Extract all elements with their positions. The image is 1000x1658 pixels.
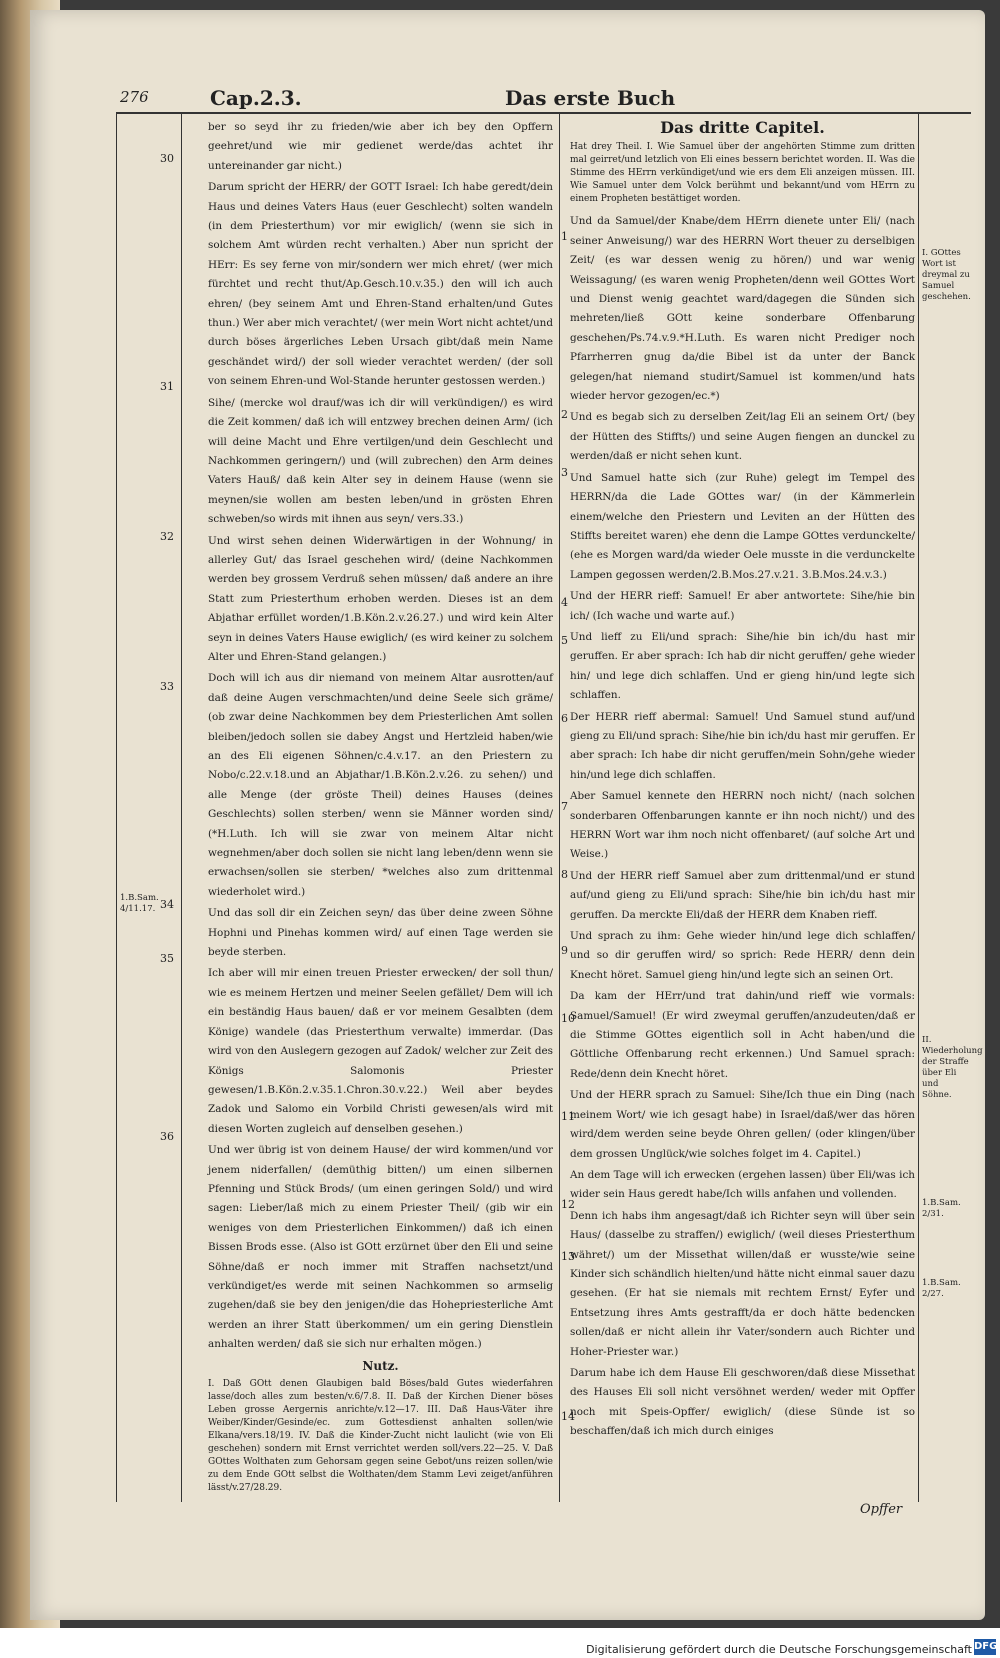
verse-number: 36 [160, 1130, 174, 1143]
paragraph: Und lieff zu Eli/und sprach: Sihe/hie bin ich/du hast mir geruffen. Er aber sprach: Ich hab dir nicht geruffen/ gehe wieder hin/ und lege dich schlaffen. Und er gieng hin/und legte sich schlaffen. [570, 630, 915, 702]
paragraph: ber so seyd ihr zu frieden/wie aber ich bey den Opffern geehret/und wie mir gedienet werde/das achtet ihr untereinander gar nicht.) [208, 121, 553, 172]
paragraph: Darum habe ich dem Hause Eli geschworen/daß diese Missethat des Hauses Eli soll nicht versöhnet werden/ weder mit Opffer noch mit Speis-Opffer/ ewiglich/ (diese Sünde ist so beschaffen/daß ich mich durch einiges [570, 1366, 915, 1438]
chapter-reference: Cap.2.3. [210, 86, 302, 110]
paragraph: Und der HERR sprach zu Samuel: Sihe/Ich thue ein Ding (nach meinem Wort/ wie ich gesagt habe) in Israel/daß/wer das hören wird/dem werden seine beyde Ohren gellen/ (oder klingen/über dem grossen Unglück/wie solches folget im 4. Capitel.) [570, 1089, 915, 1160]
left-border-rule [116, 112, 117, 1502]
paragraph: Darum spricht der HERR/ der GOTT Israel: Ich habe geredt/dein Haus und deines Vaters Haus (euer Geschlecht) solten wandeln (in dem Priesterthum) vor mir ewiglich/ (wenn sie sich in solchem Amt würden recht verhalten.) Aber nun spricht der HErr: Es sey ferne von mir/sondern wer mich ehret/ (wer mich fürchtet und recht thut/Ap.Gesch.10.v.35.) den will ich auch ehren/ (bey seinem Amt und Ehren-Stand erhalten/und Gutes thun.) Wer aber mich verachtet/ (wer mein Wort nicht achtet/und durch böses ärgerliches Leben Ursach gibt/daß mein Name geschändet wird/) der soll wieder verachtet werden/ (der soll von seinem Ehren-und Wol-Stande herunter gestossen werden.) [208, 181, 553, 388]
verse-number: 35 [160, 952, 174, 965]
paragraph: Aber Samuel kennete den HERRN noch nicht/ (nach solchen sonderbaren Offenbarungen kannte er ihn noch nicht/) und des HERRN Wort war ihm noch nicht offenbaret/ (auf solche Art und Weise.) [570, 790, 915, 861]
dfg-logo: DFG [974, 1639, 996, 1655]
paragraph: An dem Tage will ich erwecken (ergehen lassen) über Eli/was ich wider sein Haus geredt habe/Ich wills anfahen und vollenden. [570, 1168, 915, 1201]
verse-number: 13 [561, 1250, 575, 1263]
catchword: Opffer [860, 1502, 903, 1517]
verse-number: 14 [561, 1410, 575, 1423]
verse-number: 3 [561, 466, 568, 479]
paragraph: Und Samuel hatte sich (zur Ruhe) gelegt im Tempel des HERRN/da die Lade GOttes war/ (in der Kämmerlein einem/welche den Priestern und Leviten an der Hütten des Stiffts bereitet waren) ehe denn die Lampe GOttes verdunckelte/ (ehe es Morgen ward/da wieder Oele musste in die verdunckelte Lampen gegossen werden/2.B.Mos.27.v.21. 3.B.Mos.24.v.3.) [570, 471, 915, 581]
paragraph: Und es begab sich zu derselben Zeit/lag Eli an seinem Ort/ (bey der Hütten des Stiffts/) und seine Augen fiengen an dunckel zu werden/daß er nicht sehen kunt. [570, 411, 915, 463]
chapter-title: Das dritte Capitel. [660, 118, 825, 137]
verse-number: 8 [561, 868, 568, 881]
footer-credit: Digitalisierung gefördert durch die Deutsche Forschungsgemeinschaft [586, 1643, 972, 1656]
chapter-summary: Hat drey Theil. I. Wie Samuel über der angehörten Stimme zum dritten mal geirret/und letzlich von Eli eines bessern berichtet worden. II. Was die Stimme des HErrn verkündiget/und wie ers dem Eli anzeigen müssen. III. Wie Samuel unter dem Volck berühmt und bekannt/und vom HErrn zu einem Propheten bestättiget worden. [570, 142, 915, 205]
verse-number: 1 [561, 230, 568, 243]
paragraph: Und da Samuel/der Knabe/dem HErrn dienete unter Eli/ (nach seiner Anweisung/) war des HERRN Wort theuer zu derselbigen Zeit/ (es war dessen wenig zu hören/) und war wenig Weissagung/ (es waren wenig Propheten/denn weil GOttes Wort und Dienst wenig geachtet ward/dagegen die Sünden sich mehreten/ließ GOtt keine sonderbare Offenbarung geschehen/Ps.74.v.9.*H.Luth. Es waren nicht Prediger noch Pfarrherren gnug da/die Bibel ist da unter der Banck gelegen/hat niemand studirt/Samuel ist kommen/und hats wieder hervor gezogen/ec.*) [570, 215, 915, 403]
verse-number: 11 [561, 1110, 575, 1123]
verse-number: 2 [561, 408, 568, 421]
margin-note: 1.B.Sam. 4/11.17. [120, 893, 159, 914]
verse-number: 10 [561, 1012, 575, 1025]
verse-number: 6 [561, 712, 568, 725]
verse-number: 31 [160, 380, 174, 393]
verse-number: 33 [160, 680, 174, 693]
verse-number-rule [181, 112, 182, 1502]
margin-note: 1.B.Sam. 2/31. [922, 1198, 961, 1219]
paragraph: Und der HERR rieff Samuel aber zum drittenmal/und er stund auf/und gieng zu Eli/und sprach: Sihe/hie bin ich/du hast mir geruffen. Da merckte Eli/daß der HERR dem Knaben rieff. [570, 869, 915, 921]
paragraph: Der HERR rieff abermal: Samuel! Und Samuel stund auf/und gieng zu Eli/und sprach: Sihe/hie bin ich/du hast mir geruffen. Er aber sprach: Ich habe dir nicht geruffen/mein Sohn/gehe wieder hin/und lege dich schlaffen. [570, 710, 915, 781]
left-column [208, 118, 553, 1495]
paragraph: Und wirst sehen deinen Widerwärtigen in der Wohnung/ in allerley Gut/ das Israel geschehen wird/ (deine Nachkommen werden bey grossem Verdruß sehen müssen/ daß andere an ihre Statt zum Priesterthum erhoben werden. Dieses ist an dem Abjathar erfüllet worden/1.B.Kön.2.v.26.27.) und wird kein Alter seyn in deines Vaters Hause ewiglich/ (es wird keiner zu solchem Alter und Ehren-Stand gelangen.) [208, 534, 553, 663]
running-head: Das erste Buch [505, 86, 676, 110]
margin-note: II. Wiederholung der Straffe über Eli und Söhne. [922, 1035, 983, 1100]
nutz-heading: Nutz. [362, 1358, 399, 1373]
margin-note: I. GOttes Wort ist dreymal zu Samuel geschehen. [922, 248, 971, 302]
paragraph: Und wer übrig ist von deinem Hause/ der wird kommen/und vor jenem niderfallen/ (demüthig bitten/) um einen silbernen Pfenning und Stück Brods/ (um einen geringen Sold/) und wird sagen: Lieber/laß mich zu einem Priester Theil/ (gib wir ein weniges von dem Priesterlichen Einkommen/) daß ich einen Bissen Brods esse. (Also ist GOtt erzürnet über den Eli und seine Söhne/daß er noch immer mit Straffen nachsetzt/und verkündiget/es werde mit seinen Nachkommen so armselig zugehen/daß sie bey den jenigen/die das Hohepriesterliche Amt werden an ihrer Statt überkommen/ um ein gering Dienstlein anhalten werden/ daß sie sich nur erhalten mögen.) [208, 1144, 553, 1351]
column-divider [559, 112, 560, 1502]
nutz-text: I. Daß GOtt denen Glaubigen bald Böses/bald Gutes wiederfahren lasse/doch alles zum besten/v.6/7.8. II. Daß der Kirchen Diener böses Leben grosse Aergernis anrichte/v.12—17. III. Daß Haus-Väter ihre Weiber/Kinder/Gesinde/ec. zum Gottesdienst anhalten sollen/wie Elkana/vers.18/19. IV. Daß die Kinder-Zucht nicht laulicht (wie von Eli geschehen) sondern mit Ernst verrichtet werden soll/vers.22—25. V. Daß GOttes Wolthaten zum Gehorsam gegen seine Gebot/uns reizen sollen/wie zu dem Ende GOtt selbst die Wolthaten/dem Stamm Levi zeiget/anführen lässt/v.27/28.29. [208, 1379, 553, 1493]
paragraph: Und sprach zu ihm: Gehe wieder hin/und lege dich schlaffen/ und so dir geruffen wird/ so sprich: Rede HERR/ denn dein Knecht höret. Samuel gieng hin/und legte sich an seinen Ort. [570, 930, 915, 981]
verse-number: 9 [561, 944, 568, 957]
paragraph: Da kam der HErr/und trat dahin/und rieff wie vormals: Samuel/Samuel! (Er wird zweymal geruffen/anzudeuten/daß er die Stimme GOttes eigentlich soll in Acht haben/und die Göttliche Offenbarung recht erkennen.) Und Samuel sprach: Rede/denn dein Knecht höret. [570, 990, 915, 1080]
paragraph: Sihe/ (mercke wol drauf/was ich dir will verkündigen/) es wird die Zeit kommen/ daß ich will entzwey brechen deinen Arm/ (ich will deine Macht und Ehre vertilgen/und dein Geschlecht und Nachkommen geringern/) und (will zubrechen) den Arm deines Vaters Hauß/ daß kein Alter sey in deinem Hause (wenn sie meynen/sie wollen am besten leben/und in grösten Ehren schweben/so wirds mit ihnen aus seyn/ vers.33.) [208, 396, 553, 526]
paragraph: Ich aber will mir einen treuen Priester erwecken/ der soll thun/ wie es meinem Hertzen und meiner Seelen gefället/ Dem will ich ein beständig Haus bauen/ daß er vor meinem Gesalbten (dem Könige) wandele (das Priesterthum verwalte) immerdar. (Das wird von den Auslegern gezogen auf Zadok/ welcher zur Zeit des Königs Salomonis Priester gewesen/1.B.Kön.2.v.35.1.Chron.30.v.22.) Weil aber beydes Zadok und Salomo ein Vorbild Christi gewesen/als wird mit diesen Worten zugleich auf denselben gesehen.) [208, 967, 553, 1135]
margin-note: 1.B.Sam. 2/27. [922, 1278, 961, 1299]
paragraph: Und das soll dir ein Zeichen seyn/ das über deine zween Söhne Hophni und Pinehas kommen wird/ auf einen Tage werden sie beyde sterben. [208, 907, 553, 959]
verse-number: 12 [561, 1198, 575, 1211]
verse-number: 32 [160, 530, 174, 543]
verse-number: 4 [561, 596, 568, 609]
page-number: 276 [120, 88, 149, 106]
right-column [570, 118, 915, 1444]
right-margin-rule [918, 112, 919, 1502]
verse-number: 34 [160, 898, 174, 911]
paragraph: Denn ich habs ihm angesagt/daß ich Richter seyn will über sein Haus/ (dasselbe zu straffen/) ewiglich/ (weil dieses Priesterthum währet/) um der Missethat willen/daß er wusste/wie seine Kinder sich schändlich hielten/und hätte nicht einmal sauer dazu gesehen. (Er hat sie niemals mit rechtem Ernst/ Eyfer und Entsetzung ihres Amts gestrafft/da er doch hätte bedencken sollen/daß er nicht allein ihr Vater/sondern auch Richter und Hoher-Priester war.) [570, 1209, 915, 1358]
verse-number: 5 [561, 634, 568, 647]
header-rule [116, 112, 971, 114]
verse-number: 30 [160, 152, 174, 165]
verse-number: 7 [561, 800, 568, 813]
paragraph: Doch will ich aus dir niemand von meinem Altar ausrotten/auf daß deine Augen verschmachten/und deine Seele sich gräme/ (ob zwar deine Nachkommen bey dem Priesterlichen Amt sollen bleiben/jedoch sollen sie dabey Angst und Hertzleid haben/wie an des Eli eigenen Söhnen/c.4.v.17. an den Priestern zu Nobo/c.22.v.18.und an Abjathar/1.B.Kön.2.v.26. zu sehen/) und alle Menge (der gröste Theil) deines Hauses (deines Geschlechts) sollen sterben/ wenn sie Männer worden sind/ (*H.Luth. Ich will sie zwar von meinem Altar nicht wegnehmen/aber doch sollen sie nicht lang leben/denn wenn sie erwachsen/sollen sie sterben/ *welches also zum drittenmal wiederholet wird.) [208, 672, 553, 898]
paragraph: Und der HERR rieff: Samuel! Er aber antwortete: Sihe/hie bin ich/ (Ich wache und warte auf.) [570, 590, 915, 622]
